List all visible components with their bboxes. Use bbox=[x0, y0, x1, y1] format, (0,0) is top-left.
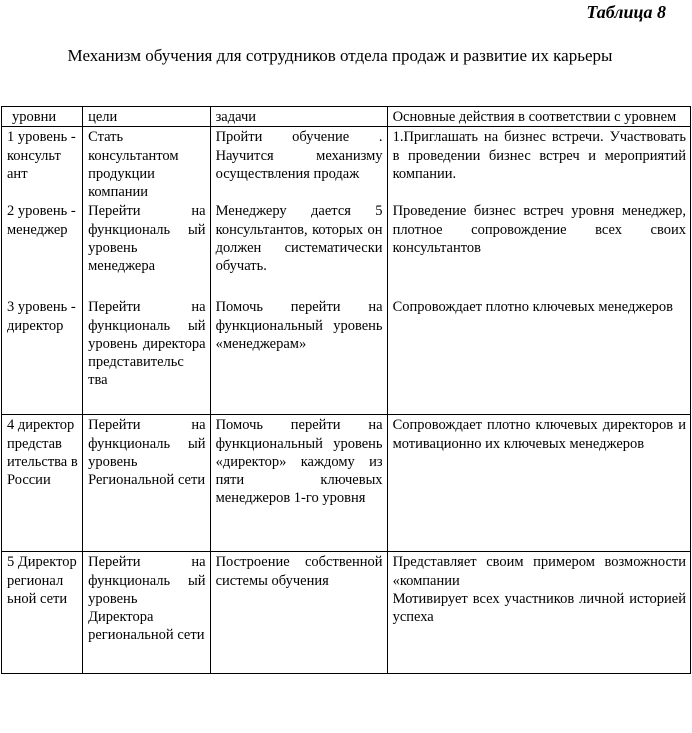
action-text: Сопровождает плотно ключевых директоров и мотивационно их ключевых менеджеров bbox=[392, 417, 686, 452]
table-title: Механизм обучения для сотрудников отдела продаж и развитие их карьеры bbox=[67, 46, 613, 65]
table-row bbox=[2, 415, 691, 552]
table-label: Таблица 8 bbox=[586, 2, 666, 22]
action-text: Проведение бизнес встреч уровня менеджер, плотное сопровождение всех своих консультантов bbox=[392, 203, 686, 256]
level-text: 2 уровень - менеджер bbox=[7, 203, 76, 238]
goal-text: Перейти на функциональ ый уровень Региональной сети bbox=[88, 417, 206, 489]
action-text: 1.Приглашать на бизнес встречи. Участвовать в проведении бизнес встреч и мероприятий компании. bbox=[392, 129, 686, 182]
task-text: Построение собственной системы обучения bbox=[215, 554, 383, 589]
goals-cell bbox=[83, 415, 210, 552]
actions-cell bbox=[387, 552, 690, 674]
action-text: Мотивирует всех участников личной историей успеха bbox=[392, 590, 686, 626]
level-cell bbox=[2, 552, 83, 674]
level-cell bbox=[2, 415, 83, 552]
goal-text: Перейти на функциональ ый уровень менеджера bbox=[88, 203, 206, 275]
action-text: Сопровождает плотно ключевых менеджеров bbox=[392, 299, 673, 316]
tasks-cell bbox=[210, 127, 387, 415]
header-tasks: задачи bbox=[210, 107, 387, 127]
level-text: 4 директор представ ительства в России bbox=[7, 417, 78, 489]
task-text: Менеджеру дается 5 консультантов, которых он должен систематически обучать. bbox=[215, 203, 383, 275]
career-table bbox=[1, 106, 691, 674]
task-text: Пройти обучение . Научится механизму осуществления продаж bbox=[215, 129, 383, 182]
header-levels: уровни bbox=[2, 107, 83, 127]
goal-text: Перейти на функциональ ый уровень Директора региональной сети bbox=[88, 554, 206, 644]
task-text: Помочь перейти на функциональный уровень «менеджерам» bbox=[215, 299, 383, 352]
tasks-cell bbox=[210, 415, 387, 552]
tasks-cell bbox=[210, 552, 387, 674]
table-row bbox=[2, 552, 691, 674]
level-text: 5 Директор регионал ьной сети bbox=[7, 554, 77, 607]
level-text: 1 уровень - консульт ант bbox=[7, 129, 76, 182]
goal-text: Перейти на функциональ ый уровень директора представительс тва bbox=[88, 299, 206, 389]
table-row bbox=[2, 127, 691, 415]
level-cell bbox=[2, 127, 83, 415]
task-text: Помочь перейти на функциональный уровень «директор» каждому из пяти ключевых менеджеров 1-го уровня bbox=[215, 417, 383, 507]
header-actions: Основные действия в соответствии с уровнем bbox=[387, 107, 690, 127]
action-text: Представляет своим примером возможности «компании bbox=[392, 554, 686, 589]
goal-text: Стать консультантом продукции компании bbox=[88, 129, 179, 201]
goals-cell bbox=[83, 127, 210, 415]
goals-cell bbox=[83, 552, 210, 674]
actions-cell bbox=[387, 415, 690, 552]
actions-cell bbox=[387, 127, 690, 415]
table-header-row bbox=[2, 107, 691, 127]
level-text: 3 уровень - директор bbox=[7, 299, 76, 334]
header-goals: цели bbox=[83, 107, 210, 127]
